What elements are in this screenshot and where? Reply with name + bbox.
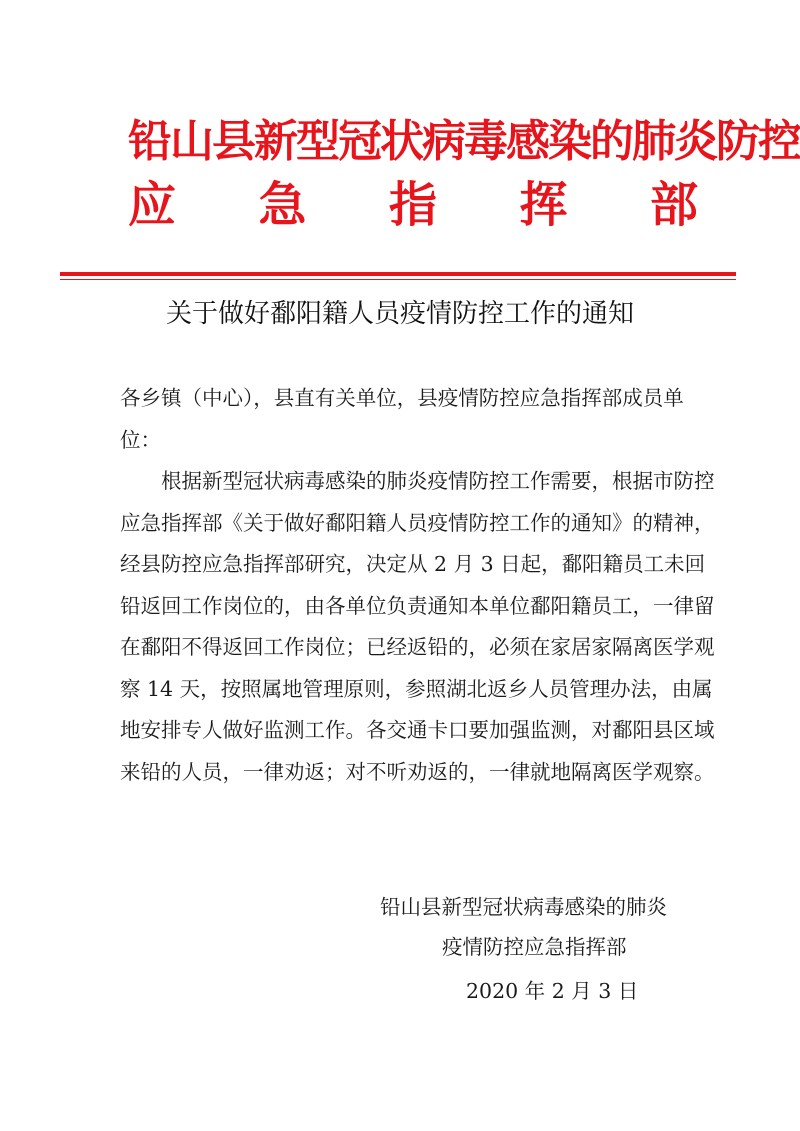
letterhead-divider-thin xyxy=(60,279,736,280)
letterhead-char-4: 挥 xyxy=(519,177,568,233)
letterhead-divider-thick xyxy=(60,272,736,276)
document-body xyxy=(120,378,720,793)
signature-date: 2020 年 2 月 3 日 xyxy=(466,979,639,1003)
signature-organization: 铅山县新型冠状病毒感染的肺炎 xyxy=(380,895,667,919)
letterhead-char-1: 应 xyxy=(128,177,177,233)
document-title: 关于做好鄱阳籍人员疫情防控工作的通知 xyxy=(165,299,634,329)
body-paragraph: 根据新型冠状病毒感染的肺炎疫情防控工作需要，根据市防控应急指挥部《关于做好鄱阳籍人员疫情防控工作的通知》的精神，经县防控应急指挥部研究，决定从 2 月 3 日起，鄱阳籍员工未回铅返回工作岗位的，由各单位负责通知本单位鄱阳籍员工，一律留在鄱阳不得返回工作岗位；已经返铅的，必须在家居家隔离医学观察 14 天，按照属地管理原则，参照湖北返乡人员管理办法，由属地安排专人做好监测工作。各交通卡口要加强监测，对鄱阳县区域来铅的人员，一律劝返；对不听劝返的，一律就地隔离医学观察。 xyxy=(120,469,715,784)
signature-department: 疫情防控应急指挥部 xyxy=(442,935,627,959)
salutation: 各乡镇（中心），县直有关单位，县疫情防控应急指挥部成员单位： xyxy=(120,386,684,452)
letterhead-line2 xyxy=(128,172,698,238)
letterhead-char-3: 指 xyxy=(388,177,437,233)
letterhead-line1: 铅山县新型冠状病毒感染的肺炎防控 xyxy=(128,116,800,167)
letterhead-char-5: 部 xyxy=(649,177,698,233)
letterhead-char-2: 急 xyxy=(258,177,307,233)
